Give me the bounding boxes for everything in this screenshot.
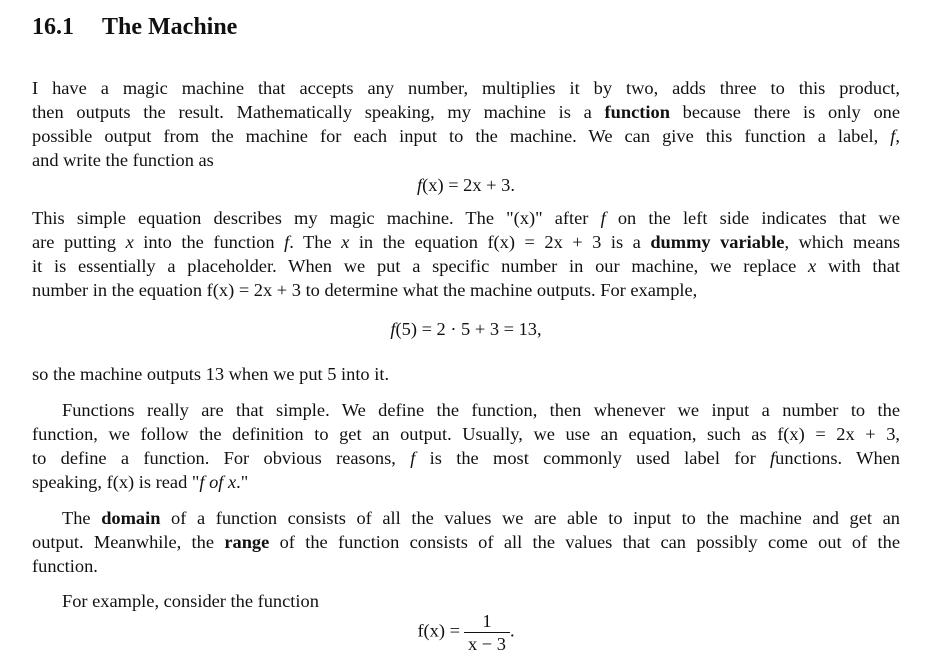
- paragraph-2-line-4: number in the equation f(x) = 2x + 3 to determine what the machine outputs. For example,: [32, 280, 698, 300]
- paragraph-1-line-3: possible output from the machine for each input to the machine. We can give this function a label, f,: [32, 126, 900, 146]
- paragraph-3: so the machine outputs 13 when we put 5 into it.: [32, 364, 390, 384]
- paragraph-4-line-1: Functions really are that simple. We define the function, then whenever we input a number to the: [62, 400, 900, 420]
- paragraph-1-line-4: and write the function as: [32, 150, 214, 170]
- paragraph-2-line-2: are putting x into the function f. The x in the equation f(x) = 2x + 3 is a dummy variable, which means: [32, 232, 900, 252]
- fraction: $\frac{1}{x - 3}$: [464, 610, 510, 655]
- paragraph-6: For example, consider the function: [62, 591, 319, 611]
- paragraph-5-line-1: The domain of a function consists of all the values we are able to input to the machine and get an: [62, 508, 900, 528]
- section-title: The Machine: [102, 14, 238, 40]
- section-heading: [32, 14, 237, 41]
- term-domain: domain: [101, 508, 161, 528]
- term-function: function: [604, 102, 670, 122]
- paragraph-5-line-3: function.: [32, 556, 98, 576]
- equation-example: f(5) = 2 · 5 + 3 = 13,: [390, 319, 542, 339]
- equation-definition: f(x) = 2x + 3.: [417, 175, 515, 195]
- paragraph-2-line-3: it is essentially a placeholder. When we put a specific number in our machine, we replace x with that: [32, 256, 901, 276]
- term-range: range: [224, 532, 270, 552]
- paragraph-1-line-1: I have a magic machine that accepts any number, multiplies it by two, adds three to this product,: [32, 78, 900, 98]
- paragraph-5-line-2: output. Meanwhile, the range of the function consists of all the values that can possibly come out of the: [32, 532, 900, 552]
- paragraph-4-line-3: to define a function. For obvious reasons, f is the most commonly used label for functions. When: [32, 448, 901, 468]
- term-dummy-variable: dummy variable: [650, 232, 785, 252]
- paragraph-2-line-1: This simple equation describes my magic machine. The "(x)" after f on the left side indicates that we: [32, 208, 900, 228]
- paragraph-4-line-4: speaking, f(x) is read "f of x.": [32, 472, 249, 492]
- equation-fraction: f(x) = $\frac{1}{x - 3}$ .: [417, 611, 515, 654]
- paragraph-1-line-2: then outputs the result. Mathematically speaking, my machine is a function because there is only one: [32, 102, 900, 122]
- paragraph-4-line-2: function, we follow the definition to get an output. Usually, we use an equation, such as f(x) = 2x + 3,: [32, 424, 900, 444]
- section-number: 16.1: [32, 14, 74, 40]
